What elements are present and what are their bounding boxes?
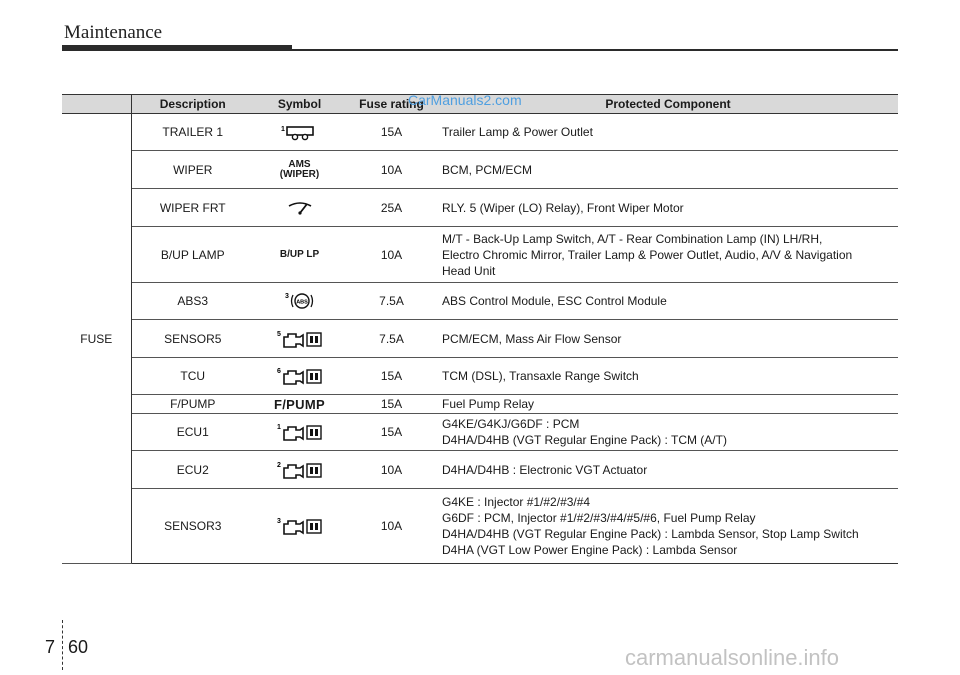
symbol-text: AMS xyxy=(288,158,311,170)
svg-text:3: 3 xyxy=(284,293,289,300)
table-row xyxy=(62,114,898,151)
protected-component xyxy=(438,189,898,227)
fuse-symbol xyxy=(254,489,345,564)
table-row xyxy=(62,489,898,564)
symbol-text: (WIPER) xyxy=(279,168,320,180)
table-row xyxy=(62,358,898,395)
fuse-description: TRAILER 1 xyxy=(131,114,254,151)
component-line: Head Unit xyxy=(442,263,496,278)
trailer-icon xyxy=(258,123,341,141)
fuse-symbol xyxy=(254,451,345,489)
component-line: Electro Chromic Mirror, Trailer Lamp & Power Outlet, Audio, A/V & Navigation xyxy=(442,247,853,262)
watermark-top: CarManuals2.com xyxy=(408,92,522,108)
fuse-description: WIPER FRT xyxy=(131,189,254,227)
component-line: M/T - Back-Up Lamp Switch, A/T - Rear Combination Lamp (IN) LH/RH, xyxy=(442,231,823,246)
fuse-description: SENSOR3 xyxy=(131,489,254,564)
component-line: ABS Control Module, ESC Control Module xyxy=(442,294,667,308)
fuse-symbol xyxy=(254,358,345,395)
header-group-cell xyxy=(62,95,131,114)
section-title: Maintenance xyxy=(64,22,163,43)
fuse-rating: 15A xyxy=(345,114,438,151)
component-line: BCM, PCM/ECM xyxy=(442,162,532,177)
fuse-symbol xyxy=(254,395,345,414)
wiper-icon xyxy=(258,200,341,216)
chapter-number: 7 xyxy=(45,637,56,657)
svg-text:1: 1 xyxy=(280,126,285,133)
fuse-rating: 10A xyxy=(345,151,438,189)
svg-text:6: 6 xyxy=(276,368,281,375)
symbol-text: F/PUMP xyxy=(274,396,325,412)
fuse-symbol xyxy=(254,151,345,189)
page-divider xyxy=(62,620,63,670)
component-line: G6DF : PCM, Injector #1/#2/#3/#4/#5/#6, Fuel Pump Relay xyxy=(442,511,756,525)
header-description: Description xyxy=(131,95,254,114)
protected-component xyxy=(438,451,898,489)
protected-component xyxy=(438,151,898,189)
svg-text:ABS: ABS xyxy=(295,299,308,306)
protected-component xyxy=(438,227,898,283)
fuse-symbol xyxy=(254,320,345,358)
fuse-rating: 7.5A xyxy=(345,283,438,320)
protected-component xyxy=(438,489,898,564)
fuse-description: ABS3 xyxy=(131,283,254,320)
fuse-rating: 15A xyxy=(345,358,438,395)
component-line: Trailer Lamp & Power Outlet xyxy=(442,125,593,139)
page-number: 60 xyxy=(68,637,89,657)
svg-text:3: 3 xyxy=(276,518,281,525)
header-fuse-rating: Fuse rating xyxy=(345,95,438,114)
engine-sensor-icon xyxy=(258,366,341,386)
component-line: D4HA/D4HB (VGT Regular Engine Pack) : TCM (A/T) xyxy=(442,433,727,447)
header-protected-component: Protected Component xyxy=(438,95,898,114)
watermark-bottom: carmanualsonline.info xyxy=(625,645,840,670)
component-line: TCM (DSL), Transaxle Range Switch xyxy=(442,369,639,383)
fuse-description: F/PUMP xyxy=(131,395,254,414)
fuse-rating: 10A xyxy=(345,227,438,283)
fuse-rating: 25A xyxy=(345,189,438,227)
fuse-symbol xyxy=(254,283,345,320)
protected-component xyxy=(438,358,898,395)
fuse-symbol xyxy=(254,414,345,451)
fuse-description: ECU2 xyxy=(131,451,254,489)
title-underline-thick xyxy=(62,45,292,51)
engine-sensor-icon xyxy=(258,329,341,349)
fuse-table xyxy=(62,94,898,564)
protected-component xyxy=(438,414,898,451)
table-row xyxy=(62,189,898,227)
engine-sensor-icon xyxy=(258,422,341,442)
svg-text:1: 1 xyxy=(276,424,281,431)
component-line: Fuel Pump Relay xyxy=(442,397,535,411)
svg-text:5: 5 xyxy=(276,330,281,338)
component-line: D4HA/D4HB (VGT Regular Engine Pack) : Lambda Sensor, Stop Lamp Switch xyxy=(442,527,859,541)
fuse-group-label: FUSE xyxy=(62,114,131,564)
fuse-description: ECU1 xyxy=(131,414,254,451)
component-line: D4HA/D4HB : Electronic VGT Actuator xyxy=(442,462,648,477)
fuse-rating: 15A xyxy=(345,395,438,414)
header-symbol: Symbol xyxy=(254,95,345,114)
table-row xyxy=(62,451,898,489)
component-line: D4HA (VGT Low Power Engine Pack) : Lambda Sensor xyxy=(442,543,738,557)
fuse-rating: 15A xyxy=(345,414,438,451)
protected-component xyxy=(438,395,898,414)
fuse-description: SENSOR5 xyxy=(131,320,254,358)
component-line: G4KE/G4KJ/G6DF : PCM xyxy=(442,417,580,431)
fuse-table-body xyxy=(62,114,898,564)
table-row xyxy=(62,395,898,414)
fuse-symbol xyxy=(254,189,345,227)
engine-sensor-icon xyxy=(258,516,341,536)
table-row xyxy=(62,320,898,358)
fuse-symbol xyxy=(254,114,345,151)
fuse-rating: 7.5A xyxy=(345,320,438,358)
fuse-description: B/UP LAMP xyxy=(131,227,254,283)
fuse-description: TCU xyxy=(131,358,254,395)
protected-component xyxy=(438,320,898,358)
component-line: PCM/ECM, Mass Air Flow Sensor xyxy=(442,331,622,346)
table-row xyxy=(62,414,898,451)
fuse-symbol xyxy=(254,227,345,283)
table-row xyxy=(62,227,898,283)
protected-component xyxy=(438,114,898,151)
component-line: G4KE : Injector #1/#2/#3/#4 xyxy=(442,495,591,509)
fuse-rating: 10A xyxy=(345,451,438,489)
fuse-rating: 10A xyxy=(345,489,438,564)
title-underline-thin xyxy=(290,49,898,51)
component-line: RLY. 5 (Wiper (LO) Relay), Front Wiper Motor xyxy=(442,200,684,215)
fuse-description: WIPER xyxy=(131,151,254,189)
table-row xyxy=(62,151,898,189)
protected-component xyxy=(438,283,898,320)
symbol-text: B/UP LP xyxy=(279,249,320,260)
abs-icon xyxy=(258,291,341,311)
table-row xyxy=(62,283,898,320)
svg-text:2: 2 xyxy=(276,461,281,469)
engine-sensor-icon xyxy=(258,460,341,480)
